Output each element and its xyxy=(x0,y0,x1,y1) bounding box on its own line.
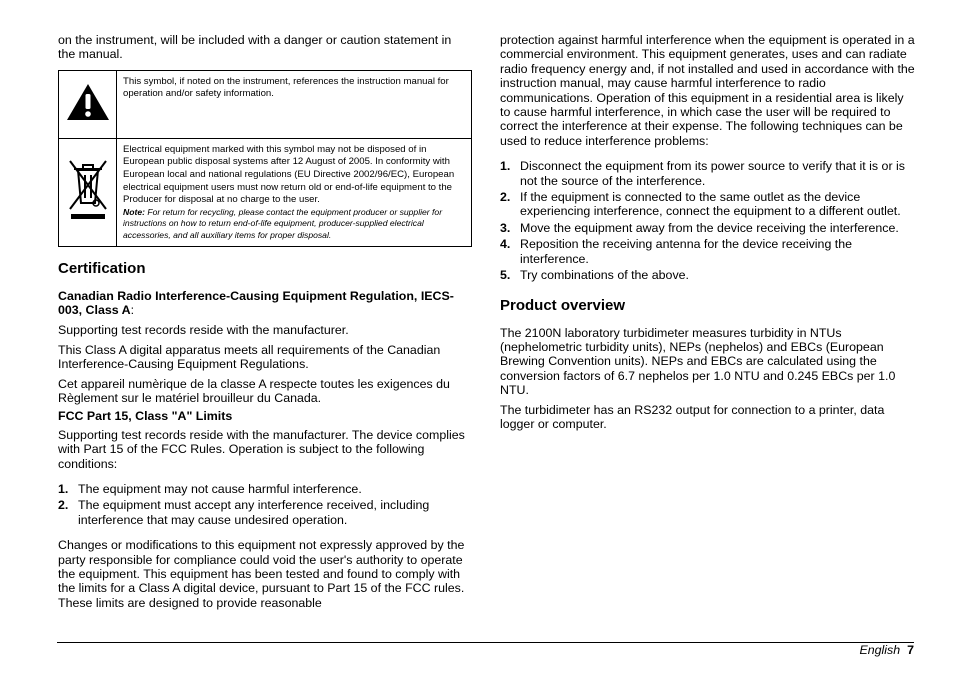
list-text: Disconnect the equipment from its power source to verify that it is or is not the source of the interference. xyxy=(520,159,905,188)
list-number: 3. xyxy=(500,220,511,235)
paragraph: Cet appareil numèrique de la classe A respecte toutes les exigences du Règlement sur le matériel brouilleur du Canada. xyxy=(58,376,450,405)
list-text: Try combinations of the above. xyxy=(520,268,689,283)
symbol-row xyxy=(59,70,472,138)
list-item xyxy=(500,221,915,235)
intro-text: on the instrument, will be included with a danger or caution statement in the manual. xyxy=(58,33,452,62)
list-number: 1. xyxy=(500,159,511,174)
list-item xyxy=(500,268,915,282)
interference-steps-list xyxy=(500,159,915,282)
product-overview-heading: Product overview xyxy=(500,296,626,314)
paragraph: Changes or modifications to this equipment not expressly approved by the party responsible for compliance could void the user's authority to operate the equipment. This equipment has been tested and found to comply with the limits for a Class A digital device, pursuant to Part 15 of the FCC rules. These limits are designed to provide reasonable xyxy=(58,538,465,610)
list-number: 2. xyxy=(500,190,511,205)
symbol-icon-cell xyxy=(59,138,117,246)
paragraph: The turbidimeter has an RS232 output for connection to a printer, data logger or computer. xyxy=(500,402,885,431)
weee-note xyxy=(123,207,467,242)
symbol-description xyxy=(117,138,472,246)
left-column xyxy=(58,33,468,610)
canadian-regulation-heading xyxy=(58,289,468,318)
note-label: Note: xyxy=(123,206,145,217)
weee-text: Electrical equipment marked with this symbol may not be disposed of in European public disposal systems after 12 August of 2005. In conformity with European local and national regulations (EU Directive 2002/96/EC), European electrical equipment users must now return old or end-of-life equipment to the Producer for disposal at no charge to the user. xyxy=(123,143,455,206)
list-text: The equipment must accept any interference received, including interference that may cause undesired operation. xyxy=(78,498,430,527)
symbol-row xyxy=(59,138,472,246)
list-text: The equipment may not cause harmful interference. xyxy=(78,482,362,497)
fcc-heading: FCC Part 15, Class "A" Limits xyxy=(58,409,233,424)
paragraph: Supporting test records reside with the manufacturer. xyxy=(58,323,349,338)
list-number: 4. xyxy=(500,237,511,252)
list-number: 5. xyxy=(500,268,511,283)
canadian-heading-text: Canadian Radio Interference-Causing Equipment Regulation, IECS-003, Class A xyxy=(58,288,454,317)
page-footer xyxy=(859,643,914,657)
footer-language: English xyxy=(859,643,901,657)
warning-triangle-icon xyxy=(65,109,111,126)
paragraph: This Class A digital apparatus meets all requirements of the Canadian Interference-Causing Equipment Regulations. xyxy=(58,342,441,372)
list-item xyxy=(500,237,915,266)
symbol-description: This symbol, if noted on the instrument, references the instruction manual for operation and/or safety information. xyxy=(117,70,472,138)
paragraph: protection against harmful interference when the equipment is operated in a commercial environment. This equipment generates, uses and can radiate radio frequency energy and, if not installed and used in accordance with the instruction manual, may cause harmful interference to radio communications. Operation of this equipment in a residential area is likely to cause harmful interference, in which case the user will be required to correct the interference at their expense. The following techniques can be used to reduce interference problems: xyxy=(500,33,915,148)
list-text: If the equipment is connected to the same outlet as the device experiencing interference, connect the equipment to a different outlet. xyxy=(520,190,901,219)
footer-rule xyxy=(57,642,914,643)
list-item xyxy=(500,159,915,188)
heading-colon: : xyxy=(130,302,135,317)
list-number: 1. xyxy=(58,482,69,497)
list-item xyxy=(58,498,468,527)
list-item xyxy=(58,482,468,496)
list-number: 2. xyxy=(58,498,69,513)
paragraph: The 2100N laboratory turbidimeter measures turbidity in NTUs (nephelometric turbidity units), NEPs (nephelos) and EBCs (European Brewing Convention units). NEPs and EBCs are calculated using the conversion factors of 6.7 nephelos per 1.0 NTU and 0.245 EBCs per 1.0 NTU. xyxy=(500,325,896,398)
right-column xyxy=(500,33,915,431)
list-text: Reposition the receiving antenna for the device receiving the interference. xyxy=(520,237,853,266)
page-number: 7 xyxy=(907,643,914,657)
note-text: For return for recycling, please contact the equipment producer or supplier for instructions on how to return end-of-life equipment, producer-supplied electrical accessories, and all auxiliary items for proper disposal. xyxy=(123,206,443,240)
crossed-bin-icon xyxy=(64,210,112,227)
symbol-table xyxy=(58,70,472,247)
list-item xyxy=(500,190,915,219)
symbol-icon-cell xyxy=(59,70,117,138)
paragraph: Supporting test records reside with the manufacturer. The device complies with Part 15 of the FCC Rules. Operation is subject to the following conditions: xyxy=(58,427,465,471)
certification-heading: Certification xyxy=(58,259,146,277)
conditions-list xyxy=(58,482,468,527)
list-text: Move the equipment away from the device receiving the interference. xyxy=(520,220,899,235)
